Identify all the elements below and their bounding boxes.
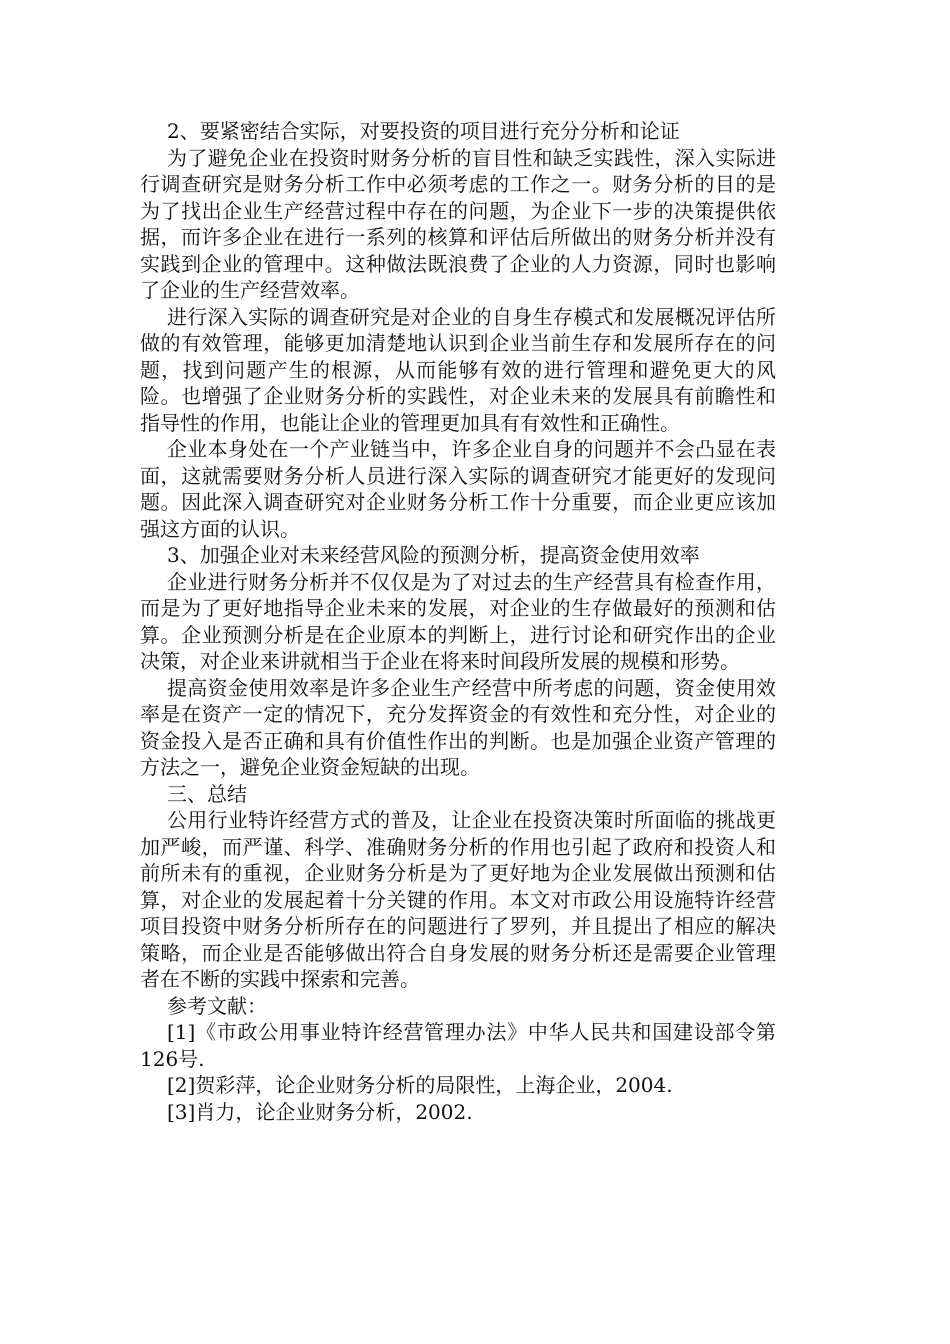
section-heading-2: 2、要紧密结合实际，对要投资的项目进行充分分析和论证 <box>167 119 680 143</box>
paragraph: 为了避免企业在投资时财务分析的盲目性和缺乏实践性，深入实际进行调查研究是财务分析工作中必须考虑的工作之一。财务分析的目的是为了找出企业生产经营过程中存在的问题，为企业下一步的决策提供依据，而许多企业在进行一系列的核算和评估后所做出的财务分析并没有实践到企业的管理中。这种做法既浪费了企业的人力资源，同时也影响了企业的生产经营效率。 <box>140 145 776 302</box>
document-body <box>140 118 776 1125</box>
paragraph: 企业进行财务分析并不仅仅是为了对过去的生产经营具有检查作用，而是为了更好地指导企业未来的发展，对企业的生存做最好的预测和估算。企业预测分析是在企业原本的判断上，进行讨论和研究作出的企业决策，对企业来讲就相当于企业在将来时间段所发展的规模和形势。 <box>140 569 776 673</box>
section-heading-3: 3、加强企业对未来经营风险的预测分析，提高资金使用效率 <box>167 543 700 567</box>
reference-item: [1]《市政公用事业特许经营管理办法》中华人民共和国建设部令第126号. <box>140 1020 776 1071</box>
reference-item: [2]贺彩萍，论企业财务分析的局限性，上海企业，2004. <box>167 1073 673 1097</box>
summary-heading: 三、总结 <box>167 781 247 806</box>
references-heading: 参考文献： <box>167 993 267 1018</box>
paragraph: 进行深入实际的调查研究是对企业的自身生存模式和发展概况评估所做的有效管理，能够更加清楚地认识到企业当前生存和发展所存在的问题，找到问题产生的根源，从而能够有效的进行管理和避免更大的风险。也增强了企业财务分析的实践性，对企业未来的发展具有前瞻性和指导性的作用，也能让企业的管理更加具有有效性和正确性。 <box>140 304 776 435</box>
summary-paragraph: 公用行业特许经营方式的普及，让企业在投资决策时所面临的挑战更加严峻，而严谨、科学、准确财务分析的作用也引起了政府和投资人和前所未有的重视，企业财务分析是为了更好地为企业发展做出预测和估算，对企业的发展起着十分关键的作用。本文对市政公用设施特许经营项目投资中财务分析所存在的问题进行了罗列，并且提出了相应的解决策略，而企业是否能够做出符合自身发展的财务分析还是需要企业管理者在不断的实践中探索和完善。 <box>140 808 776 991</box>
paragraph: 提高资金使用效率是许多企业生产经营中所考虑的问题，资金使用效率是在资产一定的情况下，充分发挥资金的有效性和充分性，对企业的资金投入是否正确和具有价值性作出的判断。也是加强企业资产管理的方法之一，避免企业资金短缺的出现。 <box>140 675 776 779</box>
paragraph: 企业本身处在一个产业链当中，许多企业自身的问题并不会凸显在表面，这就需要财务分析人员进行深入实际的调查研究才能更好的发现问题。因此深入调查研究对企业财务分析工作十分重要，而企业更应该加强这方面的认识。 <box>140 437 776 541</box>
reference-item: [3]肖力，论企业财务分析，2002. <box>167 1099 473 1124</box>
